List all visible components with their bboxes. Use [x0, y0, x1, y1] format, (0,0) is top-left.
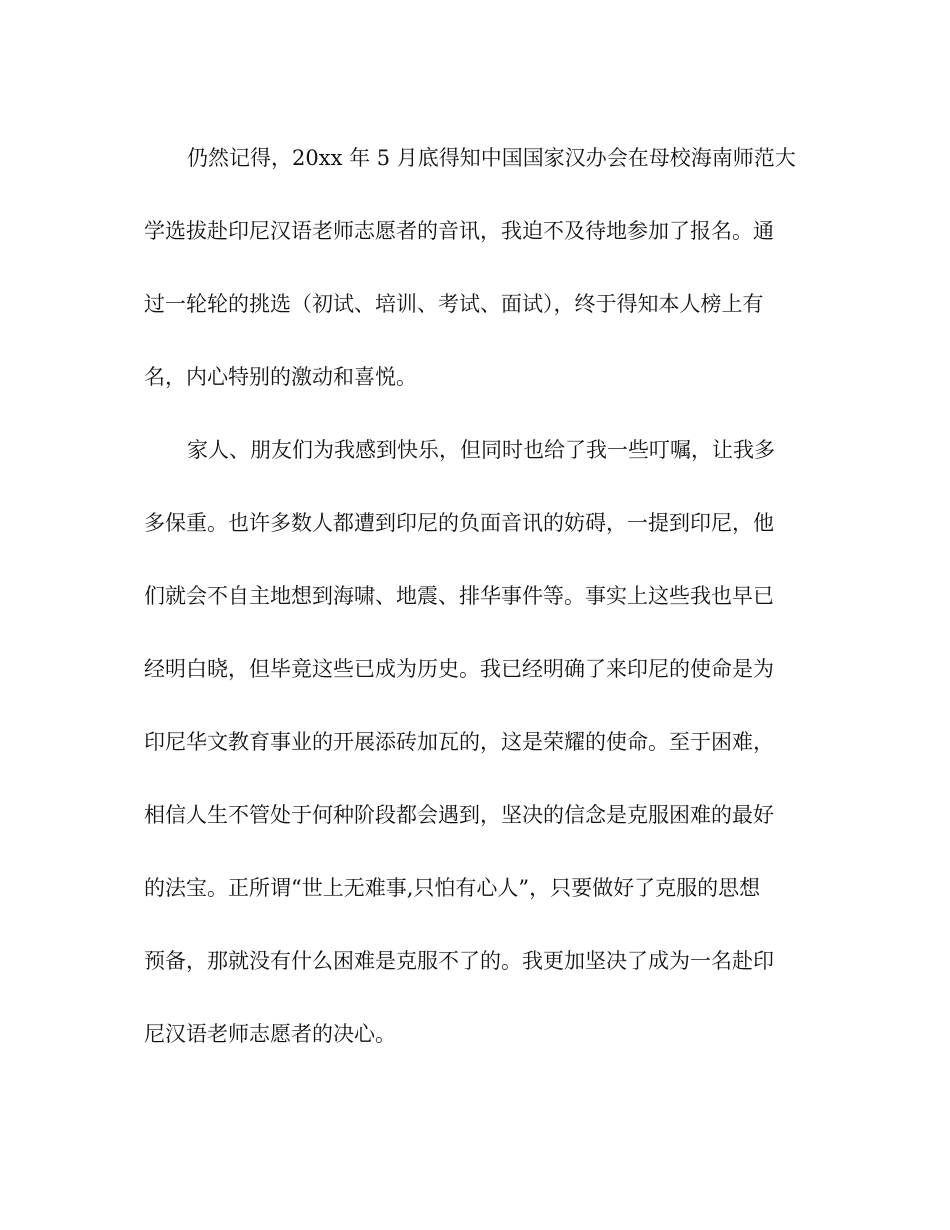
paragraph-2: [144, 430, 804, 1087]
paragraph-line: 仍然记得，20xx 年 5 月底得知中国国家汉办会在母校海南师范大: [187, 146, 796, 170]
paragraph-line: 家人、朋友们为我感到快乐，但同时也给了我一些叮嘱，让我多: [187, 438, 775, 462]
paragraph-line: 经明白晓，但毕竟这些已成为历史。我已经明确了来印尼的使命是为: [144, 657, 774, 681]
paragraph-line: 学选拔赴印尼汉语老师志愿者的音讯，我迫不及待地参加了报名。通: [144, 219, 774, 243]
paragraph-line: 过一轮轮的挑选（初试、培训、考试、面试），终于得知本人榜上有: [144, 292, 764, 316]
paragraph-line: 预备，那就没有什么困难是克服不了的。我更加坚决了成为一名赴印: [144, 949, 774, 973]
document-body: [144, 138, 804, 1087]
paragraph-line: 多保重。也许多数人都遭到印尼的负面音讯的妨碍，一提到印尼，他: [144, 511, 774, 535]
paragraph-1: [144, 138, 804, 430]
paragraph-line: 尼汉语老师志愿者的决心。: [144, 1022, 396, 1046]
paragraph-line: 名，内心特别的激动和喜悦。: [144, 365, 417, 389]
paragraph-line: 印尼华文教育事业的开展添砖加瓦的，这是荣耀的使命。至于困难，: [144, 730, 774, 754]
paragraph-line: 们就会不自主地想到海啸、地震、排华事件等。事实上这些我也早已: [144, 584, 774, 608]
paragraph-line: 相信人生不管处于何种阶段都会遇到，坚决的信念是克服困难的最好: [144, 803, 774, 827]
paragraph-line: 的法宝。正所谓“世上无难事,只怕有心人”，只要做好了克服的思想: [144, 876, 761, 900]
